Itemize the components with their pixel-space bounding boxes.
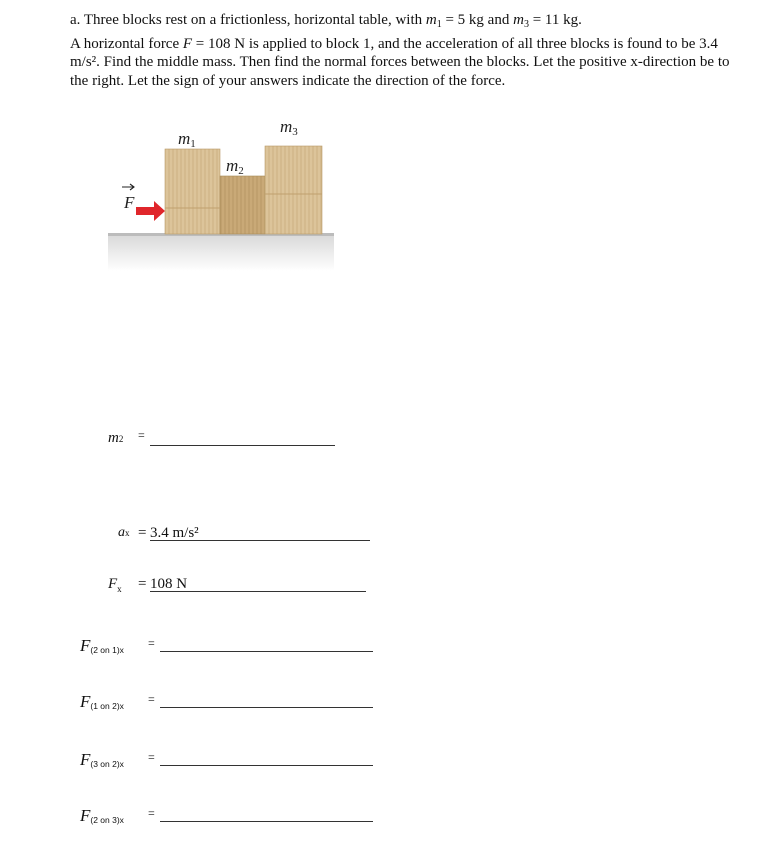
f32-label: F(3 on 2)x	[80, 750, 124, 769]
block-1-label: m1	[178, 129, 196, 150]
problem-line-1: a. Three blocks rest on a frictionless, horizontal table, with $m_1 = 5$ kg and $m_3 = 11$ kg.	[70, 12, 582, 30]
block-1	[165, 149, 220, 234]
fx-label: $F_x$	[108, 576, 122, 594]
ax-answer-field[interactable]: 3.4 m/s²	[150, 525, 370, 541]
m2-answer-field[interactable]	[150, 430, 335, 446]
f21-answer-field[interactable]	[160, 636, 373, 652]
f32-answer-field[interactable]	[160, 750, 373, 766]
table-surface	[108, 234, 334, 271]
vector-arrow-icon	[122, 184, 134, 190]
problem-statement	[70, 11, 750, 90]
force-arrow-icon	[136, 201, 165, 221]
f23-answer-field[interactable]	[160, 806, 373, 822]
blocks-diagram	[108, 116, 338, 271]
f23-label: F(2 on 3)x	[80, 806, 124, 825]
block-3	[265, 146, 322, 234]
block-2-label: m2	[226, 156, 244, 177]
m2-label: m2	[108, 430, 124, 446]
f21-label: F(2 on 1)x	[80, 636, 124, 655]
problem-line-2: A horizontal force F = 108 N is applied to block 1, and the acceleration of all three blocks is found to be 3.4 m/s². Find the middle mass. Then find the normal forces between the blocks. Let the positive x-direction be to the right. Let the sign of your answers indicate the direction of the force.	[70, 35, 730, 89]
block-2	[220, 176, 265, 234]
f12-answer-field[interactable]	[160, 692, 373, 708]
force-label: F	[124, 193, 135, 212]
block-3-label: m3	[280, 117, 298, 138]
f12-label: F(1 on 2)x	[80, 692, 124, 711]
fx-answer-field[interactable]: 108 N	[150, 576, 366, 592]
ax-label: ax	[118, 525, 130, 540]
